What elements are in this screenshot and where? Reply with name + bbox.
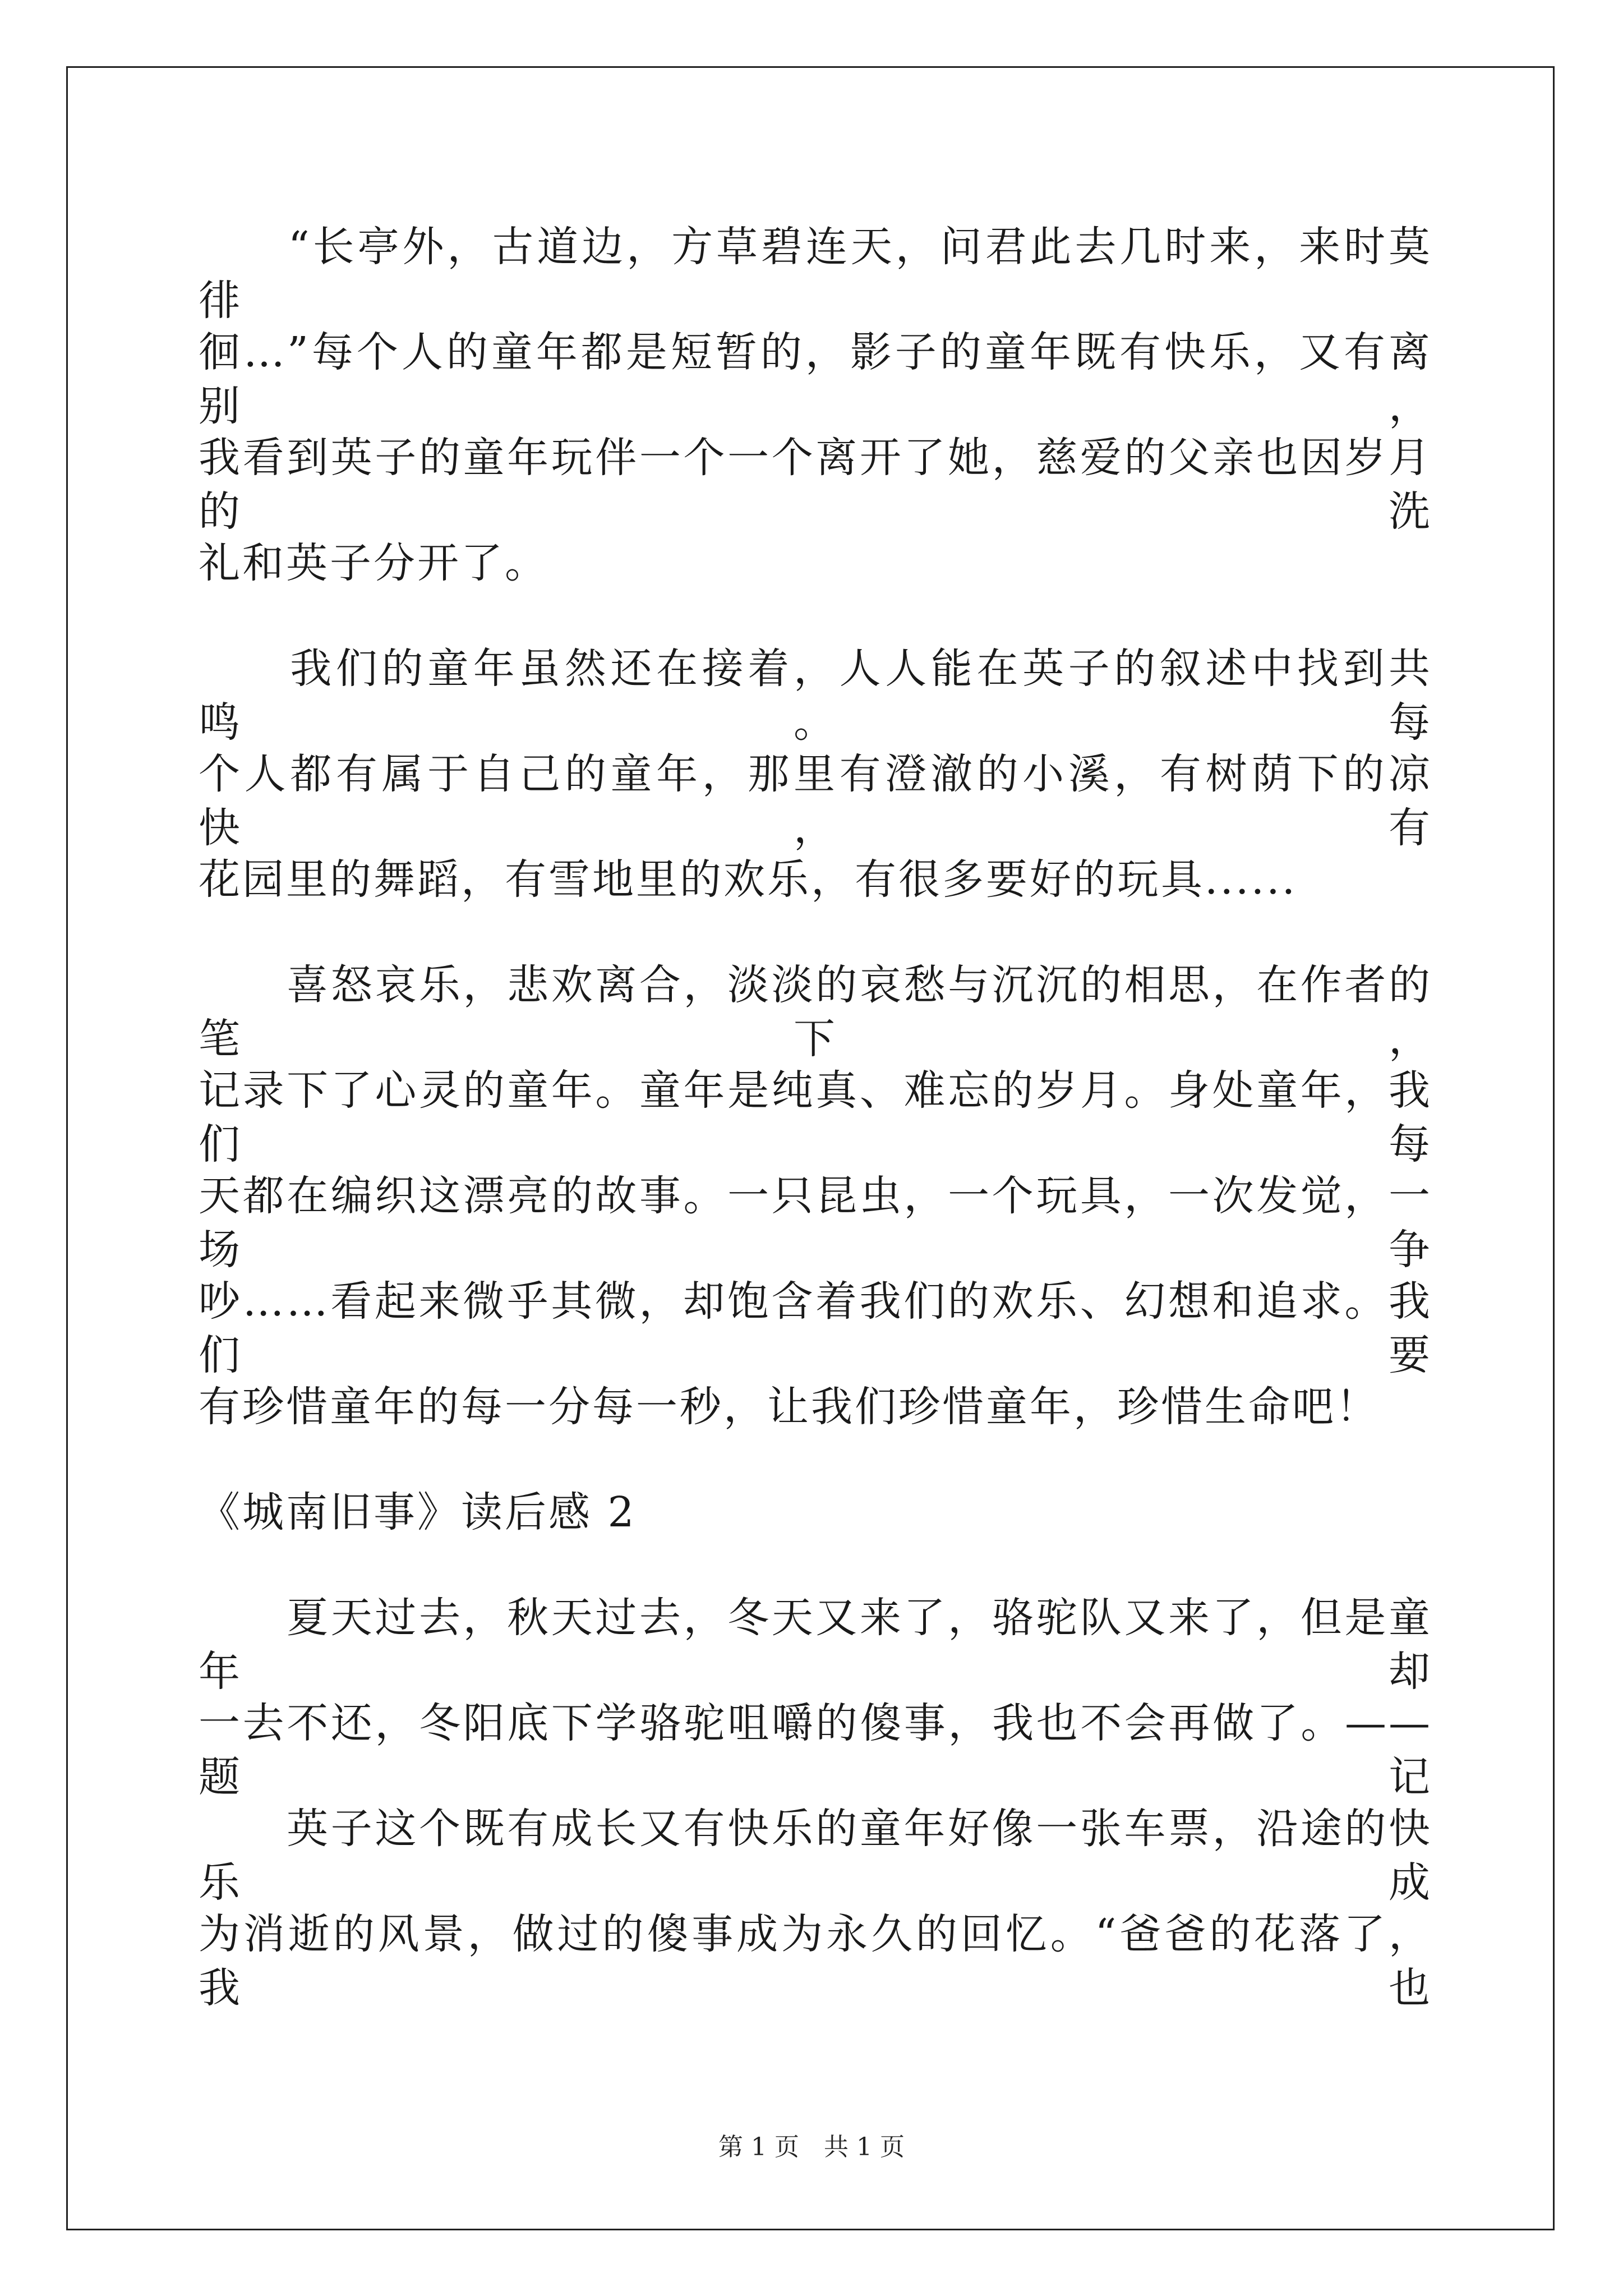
text-line: 有珍惜童年的每一分每一秒，让我们珍惜童年，珍惜生命吧！ (199, 1383, 1380, 1431)
text-line: 徊…”每个人的童年都是短暂的，影子的童年既有快乐，又有离别， (199, 328, 1432, 430)
text-line: 我看到英子的童年玩伴一个一个离开了她，慈爱的父亲也因岁月的洗 (199, 434, 1432, 536)
text-line: “长亭外，古道边，方草碧连天，问君此去几时来，来时莫徘 (199, 223, 1432, 325)
text-line: 喜怒哀乐，悲欢离合，淡淡的哀愁与沉沉的相思，在作者的笔下， (199, 961, 1432, 1063)
text-line: 为消逝的风景，做过的傻事成为永久的回忆。“爸爸的花落了，我也 (199, 1910, 1432, 2012)
text-line: 一去不还，冬阳底下学骆驼咀嚼的傻事，我也不会再做了。——题记 (199, 1699, 1432, 1801)
text-line: 天都在编织这漂亮的故事。一只昆虫，一个玩具，一次发觉，一场争 (199, 1172, 1432, 1274)
page-number-footer: 第 1 页 共 1 页 (718, 2133, 905, 2161)
text-line: 英子这个既有成长又有快乐的童年好像一张车票，沿途的快乐成 (199, 1805, 1432, 1907)
text-line: 个人都有属于自己的童年，那里有澄澈的小溪，有树荫下的凉快，有 (199, 750, 1432, 852)
text-line: 夏天过去，秋天过去，冬天又来了，骆驼队又来了，但是童年却 (199, 1594, 1432, 1696)
text-line: 花园里的舞蹈，有雪地里的欢乐，有很多要好的玩具...... (199, 855, 1298, 904)
text-line: 我们的童年虽然还在接着，人人能在英子的叙述中找到共鸣。每 (199, 645, 1432, 747)
text-line: 吵……看起来微乎其微，却饱含着我们的欢乐、幻想和追求。我们要 (199, 1277, 1432, 1379)
text-line: 礼和英子分开了。 (199, 539, 548, 587)
text-line: 记录下了心灵的童年。童年是纯真、难忘的岁月。身处童年，我们每 (199, 1066, 1432, 1168)
section-heading: 《城南旧事》读后感 2 (199, 1488, 637, 1536)
